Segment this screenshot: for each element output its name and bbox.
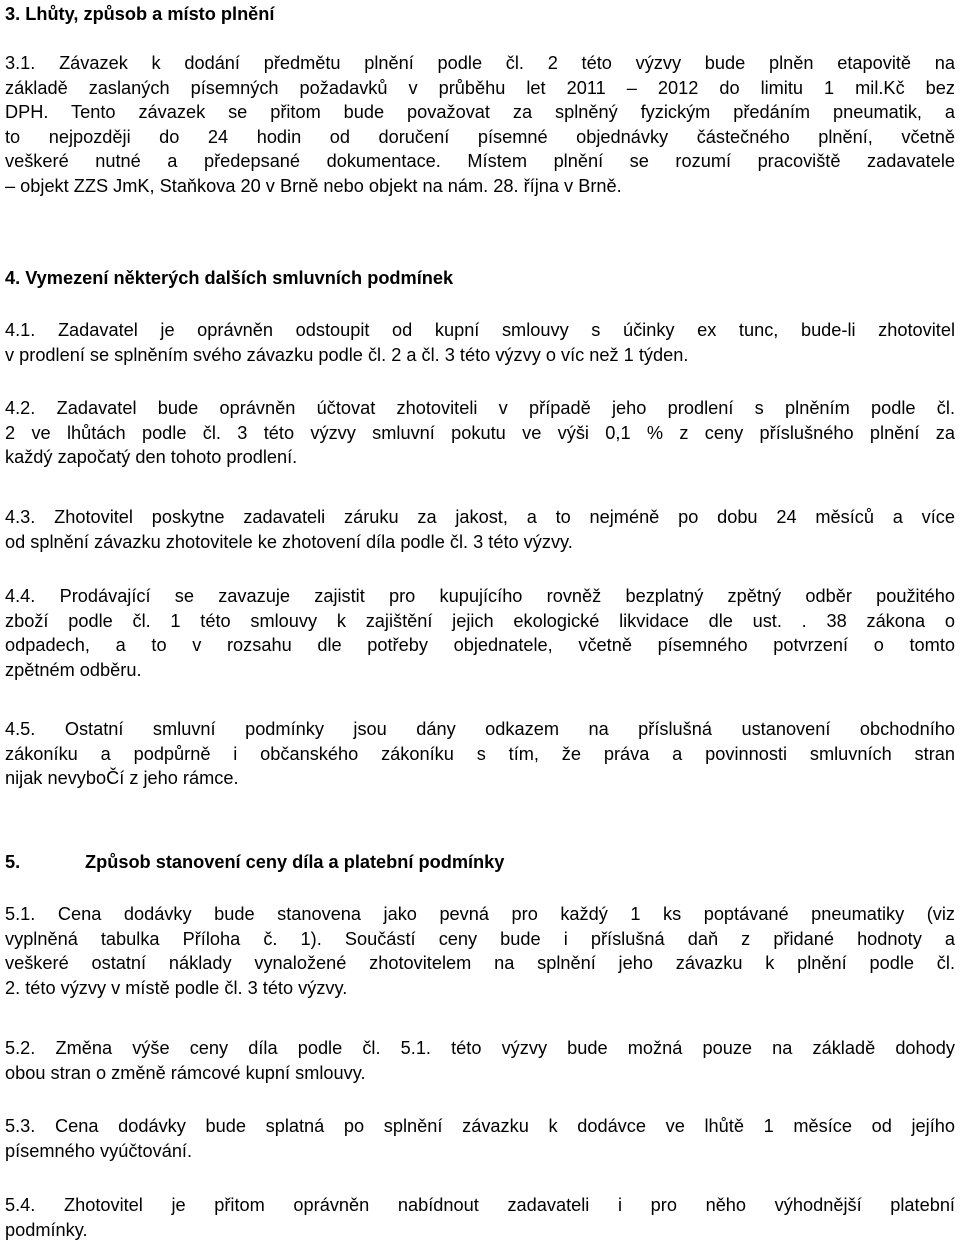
section-3-heading: 3. Lhůty, způsob a místo plnění (5, 4, 275, 24)
section-5-title: Způsob stanovení ceny díla a platební podmínky (85, 852, 505, 872)
paragraph-4-2 (5, 396, 955, 470)
paragraph-4-5 (5, 717, 955, 791)
text-line: veškeré nutné a předepsané dokumentace. Místem plnění se rozumí pracoviště zadavatele (5, 151, 955, 172)
text-line: obou stran o změně rámcové kupní smlouvy. (5, 1062, 366, 1083)
text-line: 5.2. Změna výše ceny díla podle čl. 5.1. této výzvy bude možná pouze na základě dohody (5, 1038, 955, 1058)
text-line: zákoníku a podpůrně i občanského zákoníku s tím, že práva a povinnosti smluvních stran (5, 743, 955, 764)
text-line: 3.1. Závazek k dodání předmětu plnění podle čl. 2 této výzvy bude plněn etapovitě na (5, 53, 955, 73)
text-line: 4.3. Zhotovitel poskytne zadavateli záruku za jakost, a to nejméně po dobu 24 měsíců a více (5, 507, 955, 527)
text-line: v prodlení se splněním svého závazku podle čl. 2 a čl. 3 této výzvy o víc než 1 týden. (5, 344, 689, 365)
paragraph-5-1 (5, 902, 955, 1000)
text-line: to nejpozději do 24 hodin od doručení písemné objednávky částečného plnění, včetně (5, 126, 955, 147)
paragraph-5-2 (5, 1036, 955, 1085)
text-line: každý započatý den tohoto prodlení. (5, 447, 298, 468)
text-line: vyplněná tabulka Příloha č. 1). Součástí ceny bude i příslušná daň z přidané hodnoty a (5, 928, 955, 949)
text-line: zboží podle čl. 1 této smlouvy k zajištění jejich ekologické likvidace dle ust. . 38 zákona o (5, 610, 955, 631)
text-line: podmínky. (5, 1219, 88, 1240)
paragraph-4-3 (5, 505, 955, 554)
text-line: základě zaslaných písemných požadavků v průběhu let 2011 – 2012 do limitu 1 mil.Kč bez (5, 77, 955, 98)
text-line: 4.4. Prodávající se zavazuje zajistit pro kupujícího rovněž bezplatný zpětný odběr použitého (5, 586, 955, 606)
paragraph-5-3 (5, 1114, 955, 1163)
text-line: DPH. Tento závazek se přitom bude považovat za splněný fyzickým předáním pneumatik, a (5, 102, 955, 123)
text-line: 2. této výzvy v místě podle čl. 3 této výzvy. (5, 977, 348, 998)
paragraph-4-4 (5, 584, 955, 682)
text-line: 5.3. Cena dodávky bude splatná po splnění závazku k dodávce ve lhůtě 1 měsíce od jejího (5, 1116, 955, 1136)
text-line: 2 ve lhůtách podle čl. 3 této výzvy smluvní pokutu ve výši 0,1 % z ceny příslušného plnění za (5, 422, 955, 443)
text-line: 5.1. Cena dodávky bude stanovena jako pevná pro každý 1 ks poptávané pneumatiky (viz (5, 904, 955, 924)
text-line: veškeré ostatní náklady vynaložené zhotovitelem na splnění jeho závazku k plnění podle čl. (5, 953, 955, 974)
section-5-number: 5. (5, 852, 21, 872)
text-line: 4.1. Zadavatel je oprávněn odstoupit od kupní smlouvy s účinky ex tunc, bude-li zhotovitel (5, 320, 955, 340)
section-5-heading (5, 850, 504, 875)
paragraph-3-1 (5, 51, 955, 199)
paragraph-5-4 (5, 1193, 955, 1242)
text-line: – objekt ZZS JmK, Staňkova 20 v Brně nebo objekt na nám. 28. října v Brně. (5, 175, 622, 196)
text-line: od splnění závazku zhotovitele ke zhotovení díla podle čl. 3 této výzvy. (5, 531, 573, 552)
text-line: 4.5. Ostatní smluvní podmínky jsou dány odkazem na příslušná ustanovení obchodního (5, 719, 955, 739)
text-line: odpadech, a to v rozsahu dle potřeby objednatele, včetně písemného potvrzení o tomto (5, 635, 955, 656)
text-line: 4.2. Zadavatel bude oprávněn účtovat zhotoviteli v případě jeho prodlení s plněním podle čl. (5, 398, 955, 418)
text-line: písemného vyúčtování. (5, 1140, 193, 1161)
paragraph-4-1 (5, 318, 955, 367)
text-line: zpětném odběru. (5, 659, 142, 680)
section-4-heading: 4. Vymezení některých dalších smluvních podmínek (5, 268, 454, 288)
text-line: 5.4. Zhotovitel je přitom oprávněn nabídnout zadavateli i pro něho výhodnější platební (5, 1195, 955, 1215)
text-line: nijak nevyboČí z jeho rámce. (5, 768, 239, 789)
